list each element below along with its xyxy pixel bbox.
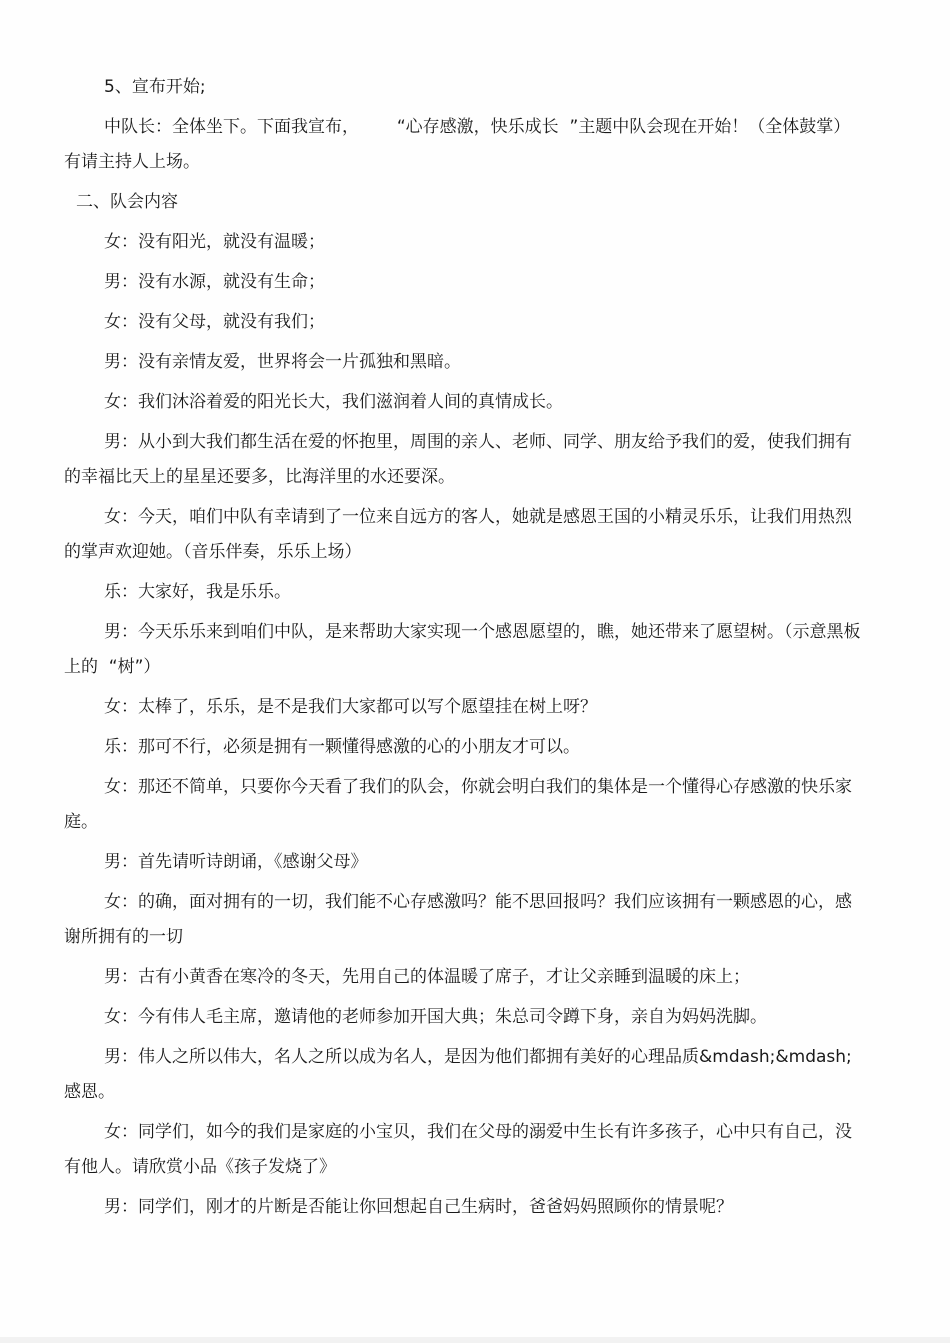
- dialogue-line: 女：同学们，如今的我们是家庭的小宝贝，我们在父母的溺爱中生长有许多孩子，心中只有自己，没有他人。请欣赏小品《孩子发烧了》: [64, 1122, 852, 1177]
- dialogue-line: 女：我们沐浴着爱的阳光长大，我们滋润着人间的真情成长。: [104, 392, 563, 412]
- section-heading: 二、队会内容: [76, 192, 178, 212]
- dialogue-line: 女：太棒了，乐乐，是不是我们大家都可以写个愿望挂在树上呀？: [104, 697, 597, 717]
- dialogue-line: 女：没有阳光，就没有温暖；: [104, 232, 325, 252]
- page-bottom-edge: [0, 1337, 950, 1343]
- dialogue-line: 乐：大家好，我是乐乐。: [104, 582, 291, 602]
- paragraph-squad-leader: 中队长：全体坐下。下面我宣布， “心存感激，快乐成长 ”主题中队会现在开始！（全体鼓掌）有请主持人上场。: [64, 117, 851, 172]
- dialogue-line: 女：今有伟人毛主席，邀请他的老师参加开国大典；朱总司令蹲下身，亲自为妈妈洗脚。: [104, 1007, 767, 1027]
- dialogue-line: 女：的确，面对拥有的一切，我们能不心存感激吗？能不思回报吗？我们应该拥有一颗感恩的心，感谢所拥有的一切: [64, 892, 852, 947]
- dialogue-line: 男：没有亲情友爱，世界将会一片孤独和黑暗。: [104, 352, 461, 372]
- dialogue-line: 女：今天，咱们中队有幸请到了一位来自远方的客人，她就是感恩王国的小精灵乐乐，让我们用热烈的掌声欢迎她。（音乐伴奏，乐乐上场）: [64, 507, 852, 562]
- dialogue-line: 男：首先请听诗朗诵，《感谢父母》: [104, 852, 368, 872]
- dialogue-line: 女：没有父母，就没有我们；: [104, 312, 325, 332]
- dialogue-line: 女：那还不简单，只要你今天看了我们的队会，你就会明白我们的集体是一个懂得心存感激的快乐家庭。: [64, 777, 852, 832]
- dialogue-line: 乐：那可不行，必须是拥有一颗懂得感激的心的小朋友才可以。: [104, 737, 580, 757]
- dialogue-line: 男：没有水源，就没有生命；: [104, 272, 325, 292]
- dialogue-line: 男：古有小黄香在寒冷的冬天，先用自己的体温暖了席子，才让父亲睡到温暖的床上；: [104, 967, 750, 987]
- dialogue-line: 男：从小到大我们都生活在爱的怀抱里，周围的亲人、老师、同学、朋友给予我们的爱，使我们拥有的幸福比天上的星星还要多，比海洋里的水还要深。: [64, 432, 852, 487]
- dialogue-line: 男：今天乐乐来到咱们中队，是来帮助大家实现一个感恩愿望的，瞧，她还带来了愿望树。（示意黑板上的 “树”）: [64, 622, 861, 677]
- dialogue-line: 男：伟人之所以伟大，名人之所以成为名人，是因为他们都拥有美好的心理品质&mdash;&mdash; 感恩。: [64, 1047, 928, 1102]
- paragraph-announce-start: 5、宣布开始;: [104, 77, 206, 97]
- document-body: [64, 70, 928, 1230]
- dialogue-line: 男：同学们，刚才的片断是否能让你回想起自己生病时，爸爸妈妈照顾你的情景呢？: [104, 1197, 733, 1217]
